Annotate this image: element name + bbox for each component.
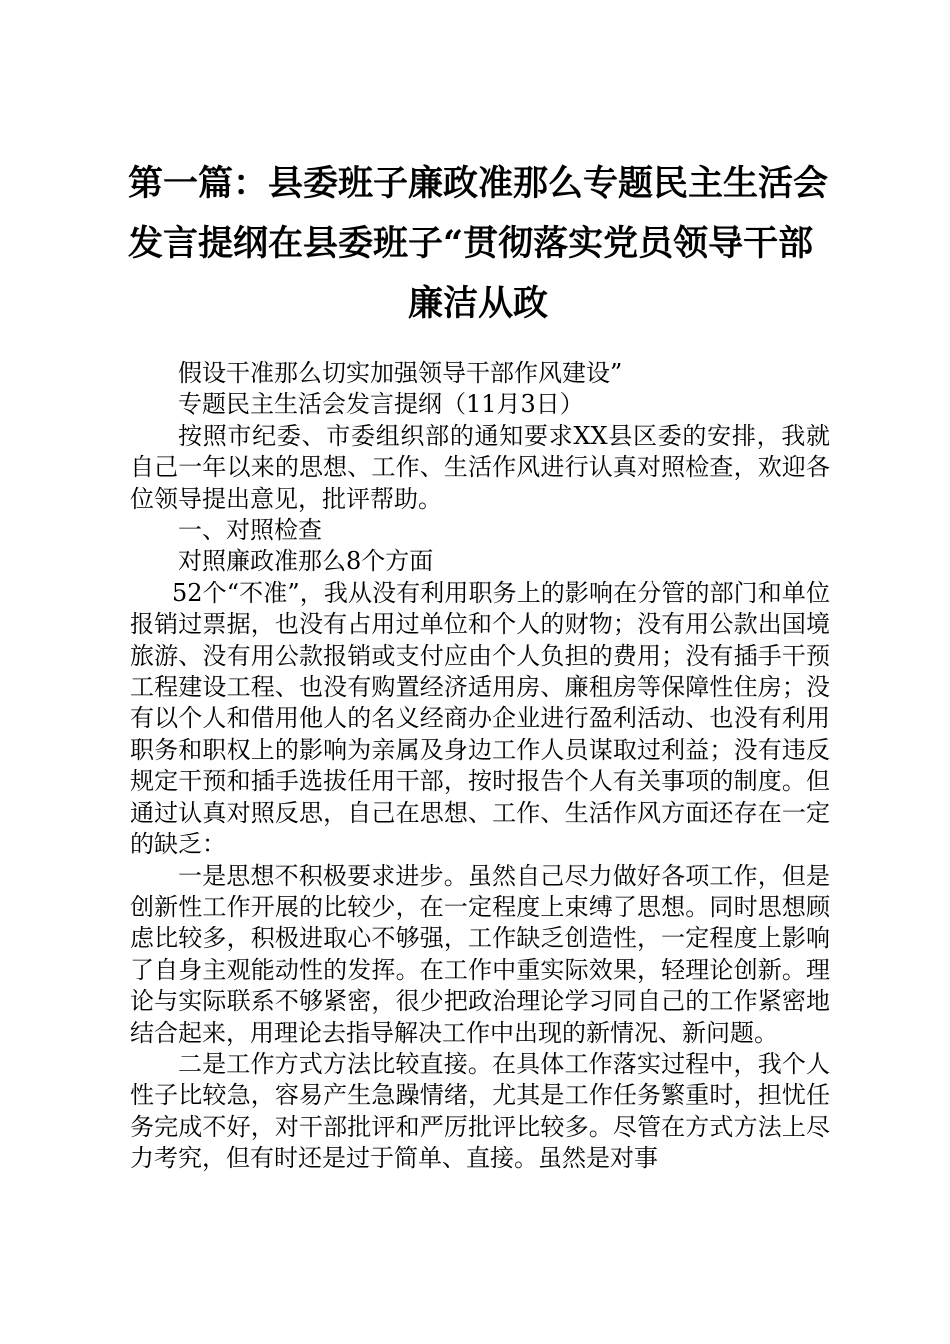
paragraph: 按照市纪委、市委组织部的通知要求XX县区委的安排，我就自己一年以来的思想、工作、生活作风进行认真对照检查，欢迎各位领导提出意见，批评帮助。 <box>130 421 830 513</box>
document-body <box>130 358 830 1175</box>
paragraph: 对照廉政准那么8个方面 <box>178 547 434 576</box>
paragraph: 二是工作方式方法比较直接。在具体工作落实过程中，我个人性子比较急，容易产生急躁情绪，尤其是工作任务繁重时，担忧任务完成不好，对干部批评和严厉批评比较多。尽管在方式方法上尽力考究，但有时还是过于简单、直接。虽然是对事 <box>130 1049 830 1173</box>
section-heading: 一、对照检查 <box>178 516 322 545</box>
paragraph: 假设干准那么切实加强领导干部作风建设” <box>178 359 623 387</box>
paragraph: 专题民主生活会发言提纲（11月3日） <box>178 390 584 419</box>
title-line-1: 第一篇：县委班子廉政准那么专题民主生活会 <box>128 163 829 204</box>
paragraph: 52个“不准”，我从没有利用职务上的影响在分管的部门和单位报销过票据，也没有占用过单位和个人的财物；没有用公款出国境旅游、没有用公款报销或支付应由个人负担的费用；没有插手干预工程建设工程、也没有购置经济适用房、廉租房等保障性住房；没有以个人和借用他人的名义经商办企业进行盈利活动、也没有利用职务和职权上的影响为亲属及身边工作人员谋取过利益；没有违反规定干预和插手选拔任用干部，按时报告个人有关事项的制度。但通过认真对照反思，自己在思想、工作、生活作风方面还存在一定的缺乏： <box>130 578 830 859</box>
title-line-2: 发言提纲在县委班子“贯彻落实党员领导干部 <box>128 223 814 264</box>
title-line-3: 廉洁从政 <box>407 283 548 324</box>
paragraph: 一是思想不积极要求进步。虽然自己尽力做好各项工作，但是创新性工作开展的比较少，在一定程度上束缚了思想。同时思想顾虑比较多，积极进取心不够强，工作缺乏创造性，一定程度上影响了自身主观能动性的发挥。在工作中重实际效果，轻理论创新。理论与实际联系不够紧密，很少把政治理论学习同自己的工作紧密地结合起来，用理论去指导解决工作中出现的新情况、新问题。 <box>130 861 830 1047</box>
